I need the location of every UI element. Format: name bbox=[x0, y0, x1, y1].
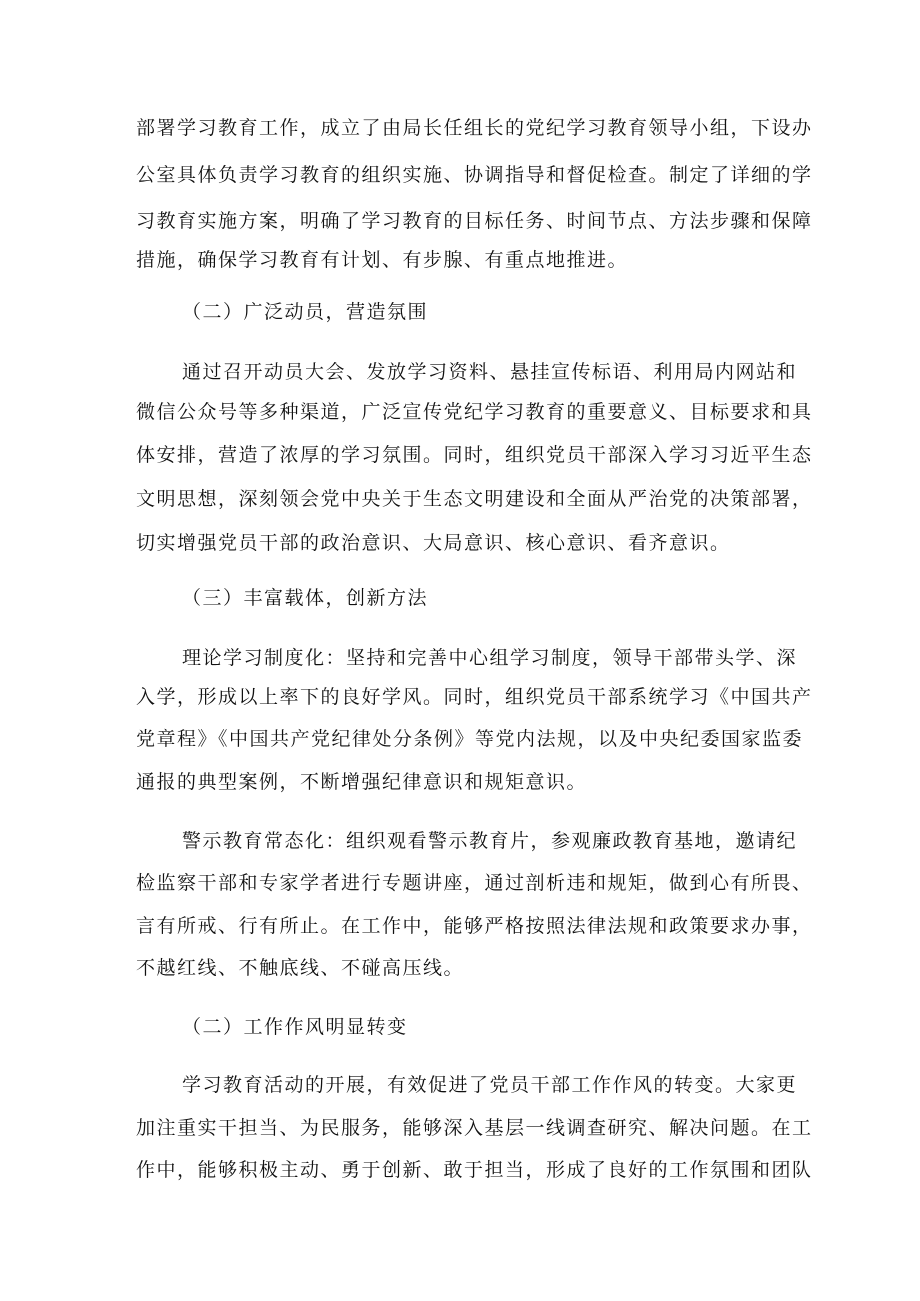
paragraph-line: 通过召开动员大会、发放学习资料、悬挂宣传标语、利用局内网站和 bbox=[182, 361, 798, 383]
paragraph-line: 措施，确保学习教育有计划、有步腺、有重点地推进。 bbox=[136, 249, 629, 271]
paragraph-line: 加注重实干担当、为民服务，能够深入基层一线调查研究、解决问题。在工 bbox=[136, 1117, 813, 1139]
paragraph-line: 通报的典型案例，不断增强纪律意识和规矩意识。 bbox=[136, 771, 588, 793]
section-heading: （二）广泛动员，营造氛围 bbox=[182, 301, 429, 323]
paragraph-line: 体安排，营造了浓厚的学习氛围。同时，组织党员干部深入学习习近平生态 bbox=[136, 444, 813, 466]
section-heading: （二）工作作风明显转变 bbox=[182, 1016, 408, 1038]
paragraph-line: 微信公众号等多种渠道，广泛宣传党纪学习教育的重要意义、目标要求和具 bbox=[136, 401, 813, 423]
paragraph-line: 切实增强党员干部的政治意识、大局意识、核心意识、看齐意识。 bbox=[136, 532, 731, 554]
section-heading: （三）丰富载体，创新方法 bbox=[182, 587, 429, 609]
paragraph-line: 理论学习制度化：坚持和完善中心组学习制度，领导干部带头学、深 bbox=[182, 647, 798, 669]
paragraph-line: 警示教育常态化：组织观看警示教育片，参观廉政教育基地，邀请纪 bbox=[182, 830, 798, 852]
paragraph-line: 检监察干部和专家学者进行专题讲座，通过剖析违和规矩，做到心有所畏、 bbox=[136, 872, 813, 894]
paragraph-line: 学习教育活动的开展，有效促进了党员干部工作作风的转变。大家更 bbox=[182, 1074, 798, 1096]
paragraph-line: 党章程》《中国共产党纪律处分条例》等党内法规，以及中央纪委国家监委 bbox=[136, 728, 804, 750]
paragraph-line: 不越红线、不触底线、不碰高压线。 bbox=[136, 957, 465, 979]
paragraph-line: 习教育实施方案，明确了学习教育的目标任务、时间节点、方法步骤和保障 bbox=[136, 210, 813, 232]
paragraph-line: 作中，能够积极主动、勇于创新、敢于担当，形成了良好的工作氛围和团队 bbox=[136, 1159, 813, 1181]
paragraph-line: 文明思想，深刻领会党中央关于生态文明建设和全面从严治党的决策部署， bbox=[136, 488, 813, 510]
paragraph-line: 公室具体负责学习教育的组织实施、协调指导和督促检查。制定了详细的学 bbox=[136, 164, 813, 186]
paragraph-line: 言有所戒、行有所止。在工作中，能够严格按照法律法规和政策要求办事， bbox=[136, 915, 813, 937]
paragraph-line: 入学，形成以上率下的良好学风。同时，组织党员干部系统学习《中国共产 bbox=[136, 686, 813, 708]
paragraph-line: 部署学习教育工作，成立了由局长任组长的党纪学习教育领导小组，下设办 bbox=[136, 117, 813, 139]
